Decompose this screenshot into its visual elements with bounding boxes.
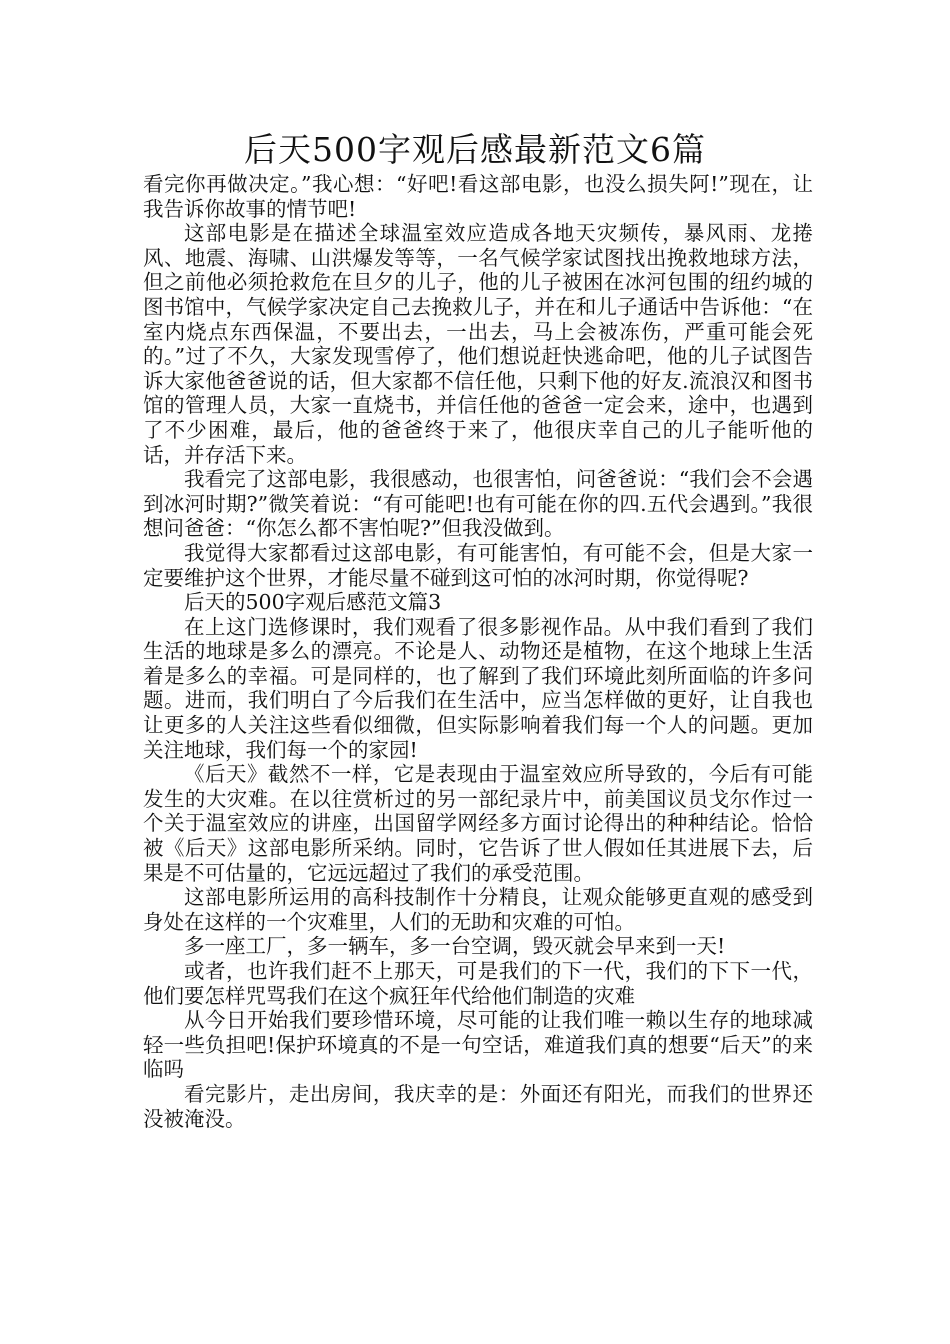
paragraph: 看完你再做决定。”我心想：“好吧!看这部电影，也没么损失阿!”现在，让我告诉你故事的情节吧! xyxy=(143,172,813,221)
document-body xyxy=(143,172,813,1131)
paragraph: 我看完了这部电影，我很感动，也很害怕，问爸爸说：“我们会不会遇到冰河时期?”微笑着说：“有可能吧!也有可能在你的四.五代会遇到。”我很想问爸爸：“你怎么都不害怕呢?”但我没做到。 xyxy=(143,467,813,541)
paragraph: 我觉得大家都看过这部电影，有可能害怕，有可能不会，但是大家一定要维护这个世界，才能尽量不碰到这可怕的冰河时期，你觉得呢? xyxy=(143,540,813,590)
paragraph: 这部电影是在描述全球温室效应造成各地天灾频传，暴风雨、龙捲风、地震、海啸、山洪爆发等等，一名气候学家试图找出挽救地球方法，但之前他必须抢救危在旦夕的儿子，他的儿子被困在冰河包围的纽约城的图书馆中，气候学家决定自己去挽救儿子，并在和儿子通话中告诉他：“在室内烧点东西保温，不要出去，一出去，马上会被冻伤，严重可能会死的。”过了不久，大家发现雪停了，他们想说赶快逃命吧，他的儿子试图告诉大家他爸爸说的话，但大家都不信任他，只剩下他的好友.流浪汉和图书馆的管理人员，大家一直烧书，并信任他的爸爸一定会来，途中，也遇到了不少困难，最后，他的爸爸终于来了，他很庆幸自己的儿子能听他的话，并存活下来。 xyxy=(143,221,813,467)
paragraph: 从今日开始我们要珍惜环境，尽可能的让我们唯一赖以生存的地球减轻一些负担吧!保护环境真的不是一句空话，难道我们真的想要“后天”的来临吗 xyxy=(143,1008,813,1082)
paragraph: 或者，也许我们赶不上那天，可是我们的下一代，我们的下下一代，他们要怎样咒骂我们在这个疯狂年代给他们制造的灾难 xyxy=(143,959,813,1008)
paragraph: 多一座工厂，多一辆车，多一台空调，毁灭就会早来到一天! xyxy=(184,934,726,959)
section-heading: 后天的500字观后感范文篇3 xyxy=(184,590,442,615)
paragraph: 《后天》截然不一样，它是表现由于温室效应所导致的，今后有可能发生的大灾难。在以往赏析过的另一部纪录片中，前美国议员戈尔作过一个关于温室效应的讲座，出国留学网经多方面讨论得出的种种结论。恰恰被《后天》这部电影所采纳。同时，它告诉了世人假如任其进展下去，后果是不可估量的，它远远超过了我们的承受范围。 xyxy=(143,762,813,885)
paragraph: 这部电影所运用的高科技制作十分精良，让观众能够更直观的感受到身处在这样的一个灾难里，人们的无助和灾难的可怕。 xyxy=(143,885,813,934)
paragraph: 在上这门选修课时，我们观看了很多影视作品。从中我们看到了我们生活的地球是多么的漂亮。不论是人、动物还是植物，在这个地球上生活着是多么的幸福。可是同样的，也了解到了我们环境此刻所面临的许多问题。进而，我们明白了今后我们在生活中，应当怎样做的更好，让自我也让更多的人关注这些看似细微，但实际影响着我们每一个人的问题。更加关注地球，我们每一个的家园! xyxy=(143,614,813,762)
document-title: 后天500字观后感最新范文6篇 xyxy=(244,130,706,169)
paragraph: 看完影片，走出房间，我庆幸的是：外面还有阳光，而我们的世界还没被淹没。 xyxy=(143,1081,813,1131)
